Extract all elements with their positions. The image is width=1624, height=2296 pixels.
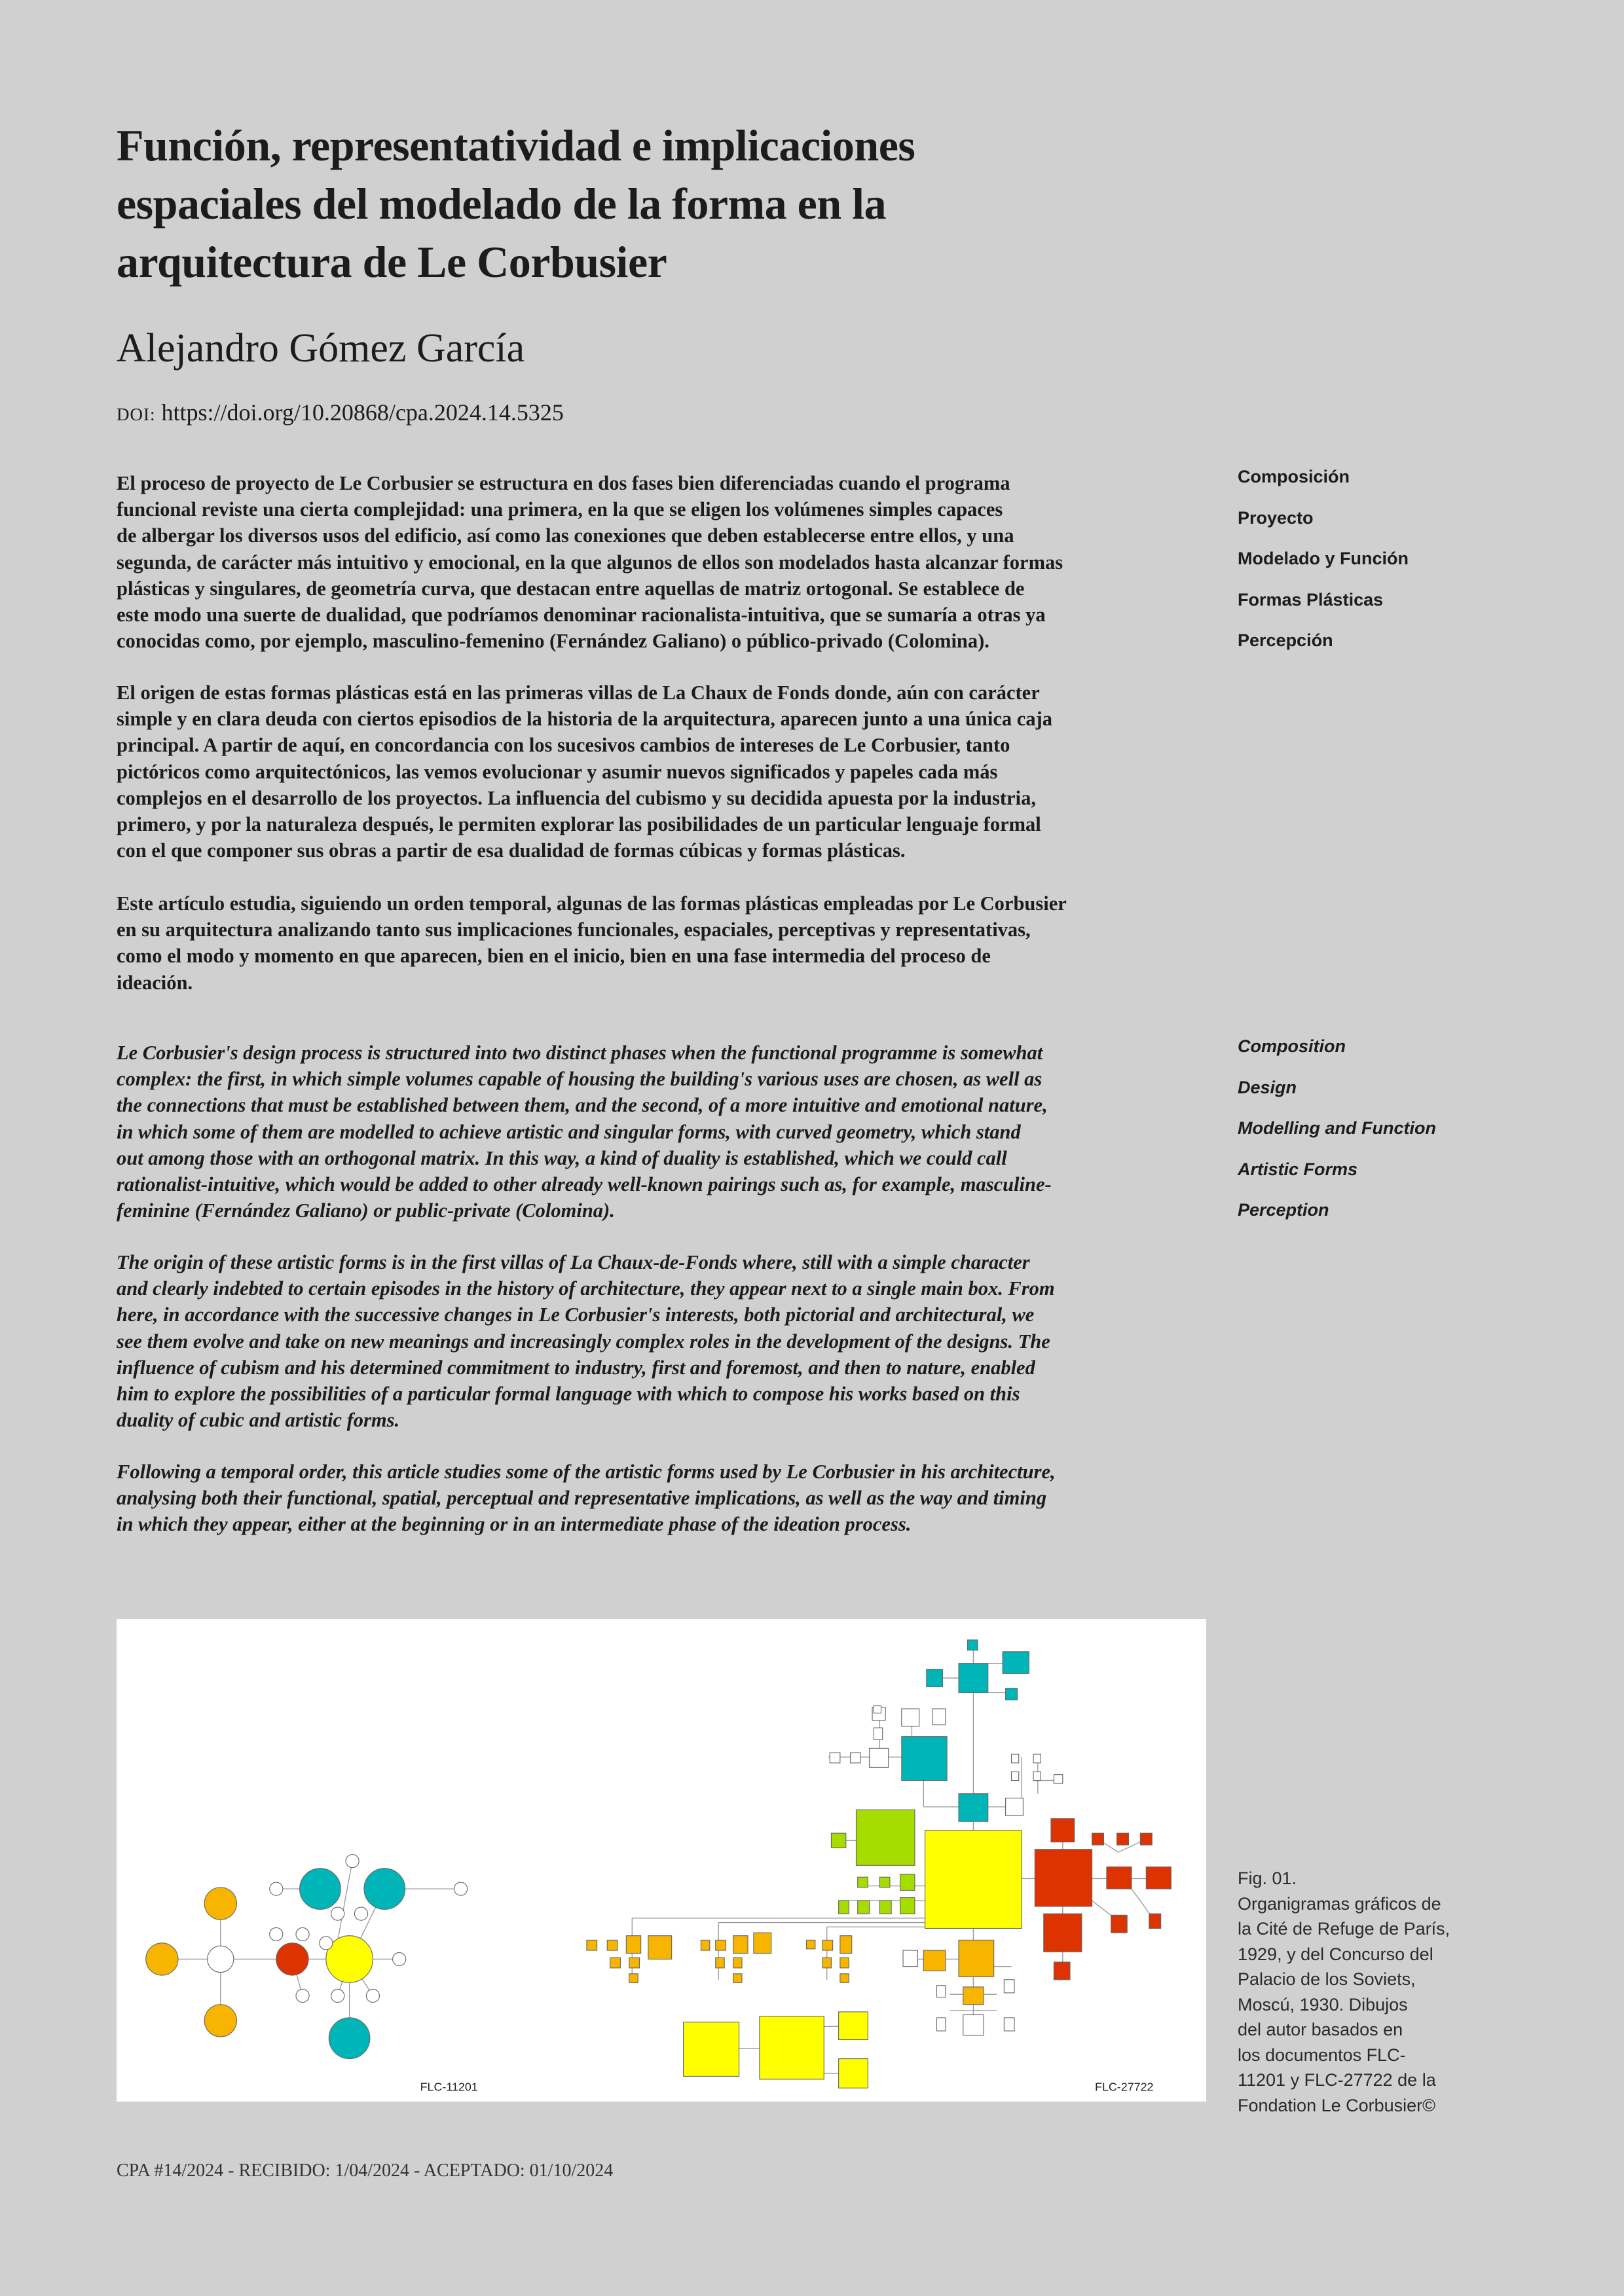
diagram-node [874,1728,882,1740]
rect-nodes [587,1640,1171,2088]
author-name: Alejandro Gómez García [117,326,525,371]
diagram-node [354,1907,367,1920]
diagram-node [1006,1688,1018,1700]
diagram-node [806,1940,815,1948]
diagram-node [326,1936,373,1983]
keyword: Composición [1238,467,1350,486]
diagram-node [1033,1772,1041,1780]
diagram-node [607,1940,618,1950]
text-line: Le Corbusier's design process is structured into two distinct phases when the functional programme is somewhat [117,1042,1043,1064]
caption-line: 11201 y FLC-27722 de la [1238,2070,1436,2090]
text-line: El origen de estas formas plásticas está en las primeras villas de La Chaux de Fonds donde, aún con carácter [117,682,1040,704]
text-line: complex: the first, in which simple volumes capable of housing the building's various uses are chosen, as well as [117,1068,1043,1091]
node-group [902,1640,1029,1821]
title-line: espaciales del modelado de la forma en la [117,179,887,228]
diagram-node [760,2016,824,2079]
diagram-node [839,2012,868,2039]
node-group [831,1810,914,1914]
doi-label: DOI: [117,405,156,424]
diagram-node [1149,1914,1161,1928]
text-line: como el modo y momento en que aparecen, bien en el inicio, bien en una fase intermedia del proceso de [117,945,991,968]
diagram-node [967,1640,978,1650]
article-title [117,117,915,291]
text-line: principal. A partir de aquí, en concordancia con los sucesivos cambios de intereses de Le Corbusier, tanto [117,734,1010,757]
text-line: complejos en el desarrollo de los proyectos. La influencia del cubismo y su decidida apuesta por la industria, [117,786,1036,809]
keyword: Perception [1238,1200,1329,1220]
diagram-node [959,1794,988,1821]
diagram-node [963,1987,984,2005]
keyword: Formas Plásticas [1238,589,1384,610]
diagram-node [1033,1754,1041,1762]
diagram-node [716,1940,726,1950]
diagram-node [684,2022,739,2077]
diagram-node [320,1937,333,1950]
diagram-node [346,1855,359,1868]
title-line: Función, representatividad e implicaciones [117,120,915,170]
diagram-node [1004,2018,1014,2031]
text-line: him to explore the possibilities of a particular formal language with which to compose his works based on this [117,1383,1020,1406]
text-line: and clearly indebted to certain episodes in the history of architecture, they appear next to a single main box. From [117,1277,1055,1300]
keyword: Design [1238,1077,1297,1097]
diagram-node [840,1936,852,1954]
text-line: out among those with an orthogonal matrix. In this way, a kind of duality is established, which we could call [117,1146,1007,1169]
diagram-node [1051,1819,1075,1842]
diagram-node [1006,1798,1024,1815]
diagram-node [932,1709,946,1725]
keyword: Artistic Forms [1238,1159,1358,1179]
text-line: con el que componer sus obras a partir de esa dualidad de formas cúbicas y formas plásticas. [117,839,906,862]
diagram-node [830,1753,840,1763]
caption-line: Palacio de los Soviets, [1238,1969,1416,1989]
diagram-node [208,1946,234,1972]
doi-link[interactable]: https://doi.org/10.20868/cpa.2024.14.5325 [161,399,564,426]
text-line: influence of cubism and his determined commitment to industry, first and foremost, and then to nature, enabled [117,1356,1035,1379]
text-line: ideación. [117,971,193,994]
diagram-node [204,2005,236,2037]
diagram-node [925,1831,1022,1929]
abstract-en-paragraph [117,1249,1055,1433]
label-flc-11201: FLC-11201 [420,2080,478,2094]
organigram-drawing [117,1619,1206,2102]
caption-line: 1929, y del Concurso del [1238,1944,1433,1964]
diagram-node [856,1810,914,1865]
diagram-node [610,1958,621,1968]
text-line: conocidas como, por ejemplo, masculino-femenino (Fernández Galiano) o público-privado (Colomina). [117,630,989,653]
diagram-node [902,1737,947,1781]
text-line: in which they appear, either at the beginning or in an intermediate phase of the ideation process. [117,1513,912,1536]
diagram-node [870,1748,889,1767]
diagram-node [648,1936,672,1959]
keywords-en [1238,1026,1436,1231]
text-line: in which some of them are modelled to achieve artistic and singular forms, with curved geometry, which stand [117,1120,1021,1143]
diagram-node [840,1958,849,1968]
diagram-node [331,1907,344,1920]
keyword: Modelling and Function [1238,1118,1436,1139]
diagram-node [716,1958,724,1968]
diagram-node [296,1927,309,1941]
diagram-node [733,1936,748,1954]
diagram-node [754,1933,771,1953]
diagram-node [329,2018,370,2059]
diagram-node [963,2014,984,2035]
diagram-node [903,1950,917,1967]
abstract-en-paragraph [117,1459,1056,1538]
label-flc-27722: FLC-27722 [1095,2080,1154,2094]
abstract-es-paragraph [117,470,1063,654]
text-line: plásticas y singulares, de geometría curva, que destacan entre aquellas de matriz ortogonal. Se establece de [117,577,1025,600]
diagram-node [822,1940,833,1950]
text-line: de albergar los diversos usos del edificio, así como las conexiones que deben establecerse entre ellos, y una [117,524,1014,547]
diagram-node [874,1706,881,1713]
doi [117,397,564,430]
diagram-node [822,1958,831,1968]
footer-publication-info: CPA #14/2024 - RECIBIDO: 1/04/2024 - ACEPTADO: 01/10/2024 [117,2160,614,2181]
abstract-es-paragraph [117,680,1052,864]
text-line: simple y en clara deuda con ciertos episodios de la historia de la arquitectura, aparecen junto a una única caja [117,708,1052,731]
diagram-node [270,1927,283,1941]
connector [338,1861,352,1941]
diagram-node [393,1952,406,1965]
diagram-node [959,1940,994,1977]
caption-line: del autor basados en [1238,2020,1403,2039]
node-group [1035,1819,1171,1980]
node-group [684,2012,868,2088]
text-line: the connections that must be established between them, and the second, of a more intuitive and emotional nature, [117,1094,1048,1117]
caption-line: Fondation Le Corbusier© [1238,2095,1436,2115]
figure-organigrams [117,1619,1206,2102]
text-line: Este artículo estudia, siguiendo un orden temporal, algunas de las formas plásticas empleadas por Le Corbusier [117,892,1067,915]
diagram-node [858,1877,868,1887]
text-line: here, in accordance with the successive changes in Le Corbusier's interests, both pictorial and architectural, we [117,1303,1035,1326]
caption-line: Fig. 01. [1238,1868,1297,1888]
diagram-node [1117,1833,1129,1845]
text-line: funcional reviste una cierta complejidad: una primera, en la que se eligen los volúmenes simples capaces [117,498,1003,521]
abstract-en-paragraph [117,1040,1052,1224]
diagram-node [1146,1867,1171,1889]
keyword: Composition [1238,1036,1346,1056]
text-line: este modo una suerte de dualidad, que podríamos denominar racionalista-intuitiva, que se sumaría a otras ya [117,604,1046,627]
diagram-node [879,1901,891,1914]
diagram-node [276,1943,308,1975]
text-line: analysing both their functional, spatial, perceptual and representative implications, as well as the way and timing [117,1487,1047,1510]
diagram-node [629,1958,640,1968]
node-group [587,1933,994,2005]
diagram-node [840,1974,849,1982]
diagram-node [858,1901,870,1914]
abstract-es-paragraph [117,890,1067,996]
diagram-node [927,1669,943,1687]
diagram-node [364,1868,405,1910]
caption-line: Organigramas gráficos de [1238,1893,1441,1914]
diagram-node [1140,1833,1152,1845]
diagram-node [1054,1775,1062,1783]
figure-caption [1238,1866,1450,2118]
diagram-node [204,1887,236,1920]
diagram-node [839,1901,849,1914]
diagram-node [851,1753,861,1763]
text-line: The origin of these artistic forms is in the first villas of La Chaux-de-Fonds where, still with a simple character [117,1251,1030,1273]
diagram-node [701,1940,709,1950]
diagram-node [1092,1833,1104,1845]
keyword: Proyecto [1238,507,1314,528]
diagram-node [831,1833,845,1848]
diagram-node [296,1989,309,2002]
diagram-node [1012,1772,1019,1780]
diagram-node [923,1950,946,1971]
diagram-node [902,1709,919,1726]
diagram-node [900,1874,915,1891]
diagram-node [1035,1850,1092,1906]
keywords-es [1238,456,1409,661]
text-line: El proceso de proyecto de Le Corbusier se estructura en dos fases bien diferenciadas cuando el programa [117,472,1010,494]
diagram-node [331,1989,344,2002]
diagram-node [936,2018,945,2031]
diagram-node [1111,1915,1128,1933]
diagram-node [900,1898,915,1914]
diagram-node [454,1882,468,1895]
diagram-node [270,1882,283,1895]
diagram-node [959,1664,988,1693]
circle-nodes [146,1855,468,2059]
text-line: feminine (Fernández Galiano) or public-private (Colomina). [117,1199,615,1222]
diagram-node [300,1868,341,1910]
diagram-node [936,1986,945,1997]
caption-line: los documentos FLC- [1238,2045,1406,2065]
diagram-node [1004,1980,1014,1993]
text-line: segunda, de carácter más intuitivo y emocional, en la que algunos de ellos son modelados hasta alcanzar formas [117,551,1063,574]
diagram-node [733,1958,742,1968]
keyword: Modelado y Función [1238,549,1409,569]
diagram-node [146,1943,178,1975]
diagram-node [1044,1914,1082,1952]
diagram-node [1054,1962,1070,1980]
diagram-node [1003,1652,1029,1674]
text-line: rationalist-intuitive, which would be added to other already well-known pairings such as, for example, masculine- [117,1173,1052,1196]
diagram-node [1012,1754,1019,1762]
diagram-node [626,1936,640,1954]
diagram-node [587,1940,597,1950]
diagram-node [366,1989,379,2002]
diagram-node [733,1974,742,1982]
text-line: pictóricos como arquitectónicos, las vemos evolucionar y asumir nuevos significados y papeles cada más [117,760,998,783]
text-line: see them evolve and take on new meanings and increasingly complex roles in the development of the designs. The [117,1330,1050,1353]
diagram-node [879,1877,890,1887]
text-line: duality of cubic and artistic forms. [117,1409,400,1432]
diagram-node [629,1974,638,1982]
text-line: primero, y por la naturaleza después, le permiten explorar las posibilidades de un particular lenguaje formal [117,813,1041,836]
diagram-node [839,2059,868,2088]
text-line: en su arquitectura analizando tanto sus implicaciones funcionales, espaciales, perceptivas y representativas, [117,919,1031,941]
text-line: Following a temporal order, this article studies some of the artistic forms used by Le Corbusier in his architecture, [117,1461,1056,1483]
diagram-node [1107,1867,1132,1889]
keyword: Percepción [1238,630,1333,651]
caption-line: la Cité de Refuge de París, [1238,1919,1450,1939]
title-line: arquitectura de Le Corbusier [117,237,667,287]
caption-line: Moscú, 1930. Dibujos [1238,1994,1408,2014]
